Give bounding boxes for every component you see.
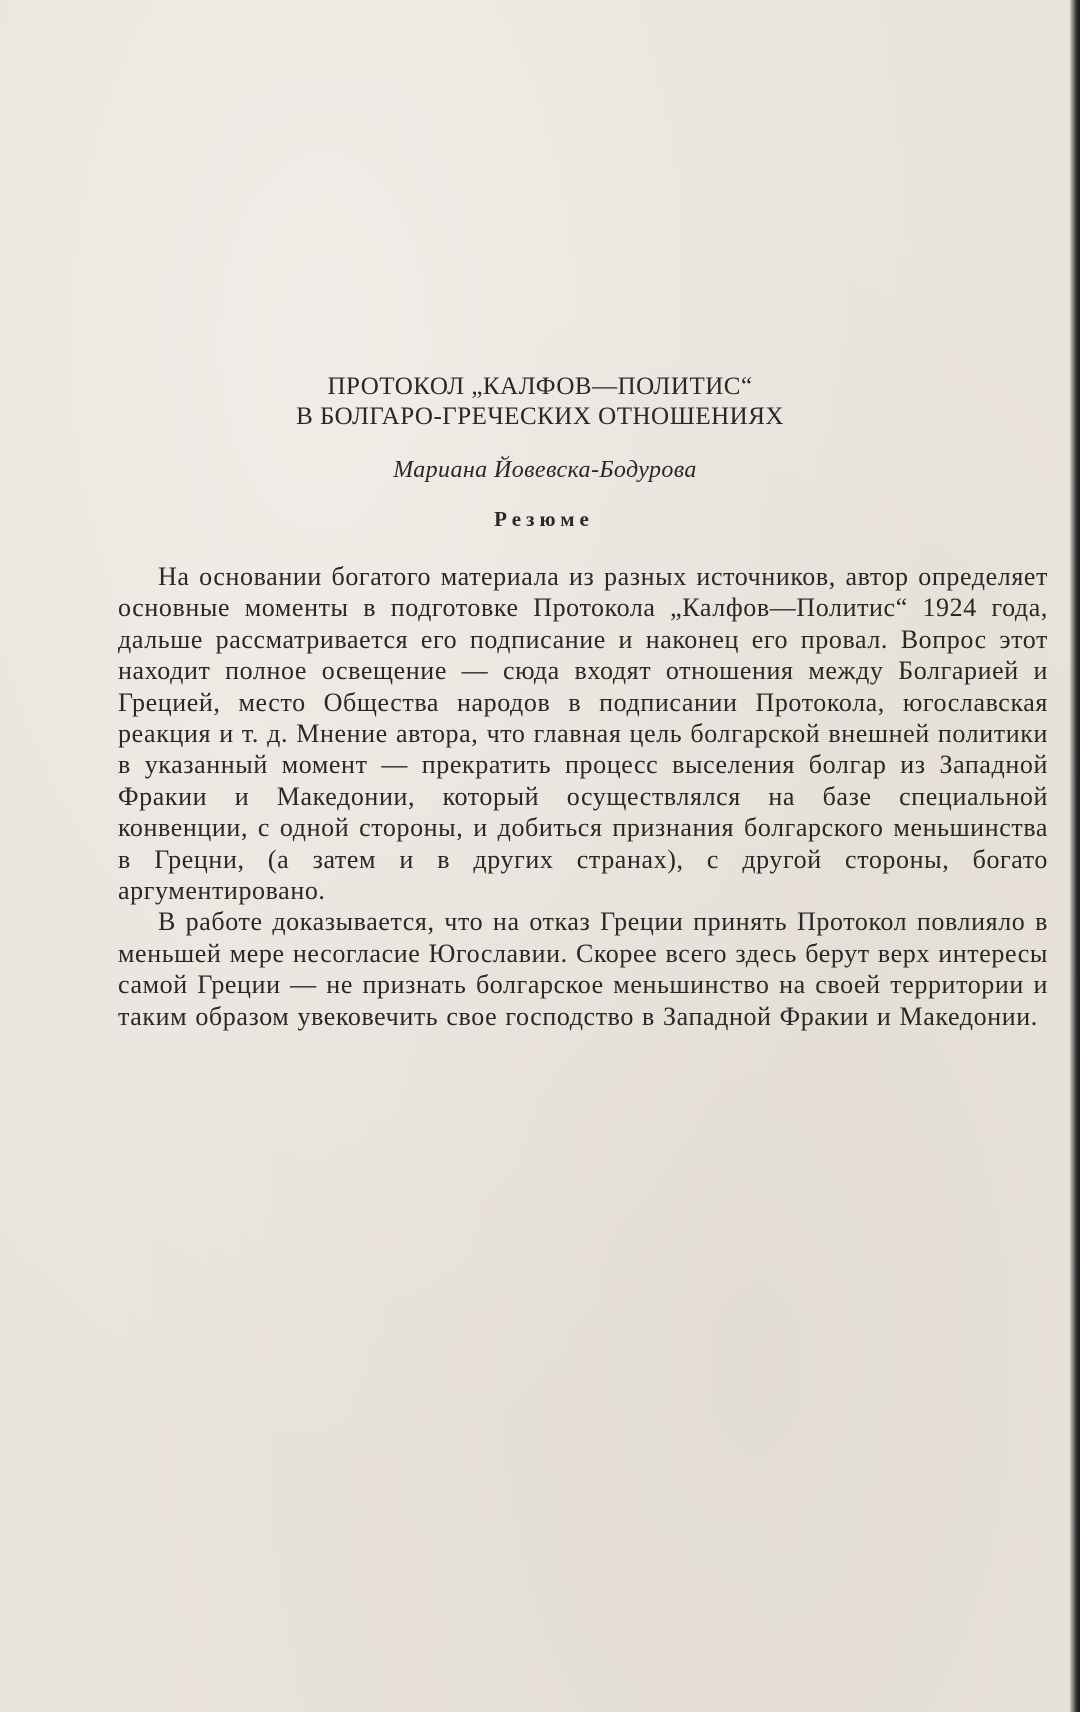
- article-title-line-1: ПРОТОКОЛ „КАЛФОВ—ПОЛИТИС“: [327, 373, 753, 400]
- summary-paragraph-1: На основании богатого материала из разных источников, автор определяет основные моменты в подготовке Протокола „Калфов—Политис“ 1924 года, дальше рассматривается его подписание и наконец его провал. Вопрос этот находит полное освещение — сюда входят отношения между Болгарией и Грецией, место Общества народов в подписании Протокола, югославская реакция и т. д. Мнение автора, что главная цель болгарской внешней политики в указанный момент — прекратить процесс выселения болгар из Западной Фракии и Македонии, который осуществлялся на базе специальной конвенции, с одной стороны, и добиться признания болгарского меньшинства в Грецни, (а затем и в других странах), с другой стороны, богато аргументировано.: [118, 562, 1048, 906]
- article-header: [0, 372, 1080, 533]
- article-title-line-2: В БОЛГАРО-ГРЕЧЕСКИХ ОТНОШЕНИЯХ: [296, 403, 784, 430]
- section-label: Резюме: [494, 507, 594, 531]
- summary-paragraph-2: В работе доказывается, что на отказ Греции принять Протокол повлияло в меньшей мере несогласие Югославии. Скорее всего здесь берут верх интересы самой Греции — не признать болгарское меньшинство на своей территории и таким образом увековечить свое господство в Западной Фракии и Македонии.: [118, 907, 1048, 1031]
- article-author: Мариана Йовевска-Бодурова: [393, 457, 697, 483]
- summary-body: [118, 561, 1048, 1032]
- page-edge-shadow: [1070, 0, 1080, 1712]
